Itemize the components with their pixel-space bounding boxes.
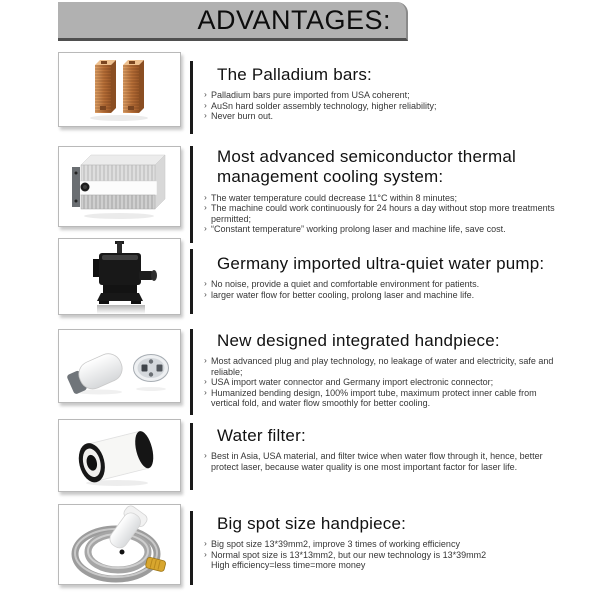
- bullet-text: AuSn hard solder assembly technology, higher reliability;: [211, 100, 437, 111]
- bullet-marker: ›: [204, 288, 207, 299]
- bullet-text: “Constant temperature” working prolong laser and machine life, save cost.: [211, 224, 506, 235]
- bullet-item: [204, 560, 560, 571]
- bullet-item: [204, 279, 560, 290]
- bullet-text: Most advanced plug and play technology, no leakage of water and electricity, safe and reliable;: [211, 356, 554, 377]
- product-image-box: [58, 504, 181, 585]
- separator-line: [190, 146, 193, 243]
- separator-line: [190, 423, 193, 490]
- product-image-box: [58, 419, 181, 492]
- separator-line: [190, 511, 193, 585]
- bullet-list: [204, 539, 560, 571]
- bullet-marker: ›: [204, 538, 207, 549]
- bullet-item: [204, 377, 560, 388]
- bullet-item: [204, 193, 560, 204]
- bullet-text: High efficiency=less time=more money: [211, 560, 366, 571]
- separator-line: [190, 329, 193, 415]
- separator-line: [190, 249, 193, 314]
- bullet-item: [204, 101, 560, 112]
- bullet-text: Normal spot size is 13*13mm2, but our new technology is 13*39mm2: [211, 549, 487, 560]
- cooling-system-image: [59, 147, 180, 226]
- bullet-list: [204, 356, 560, 409]
- water-filter-image: [59, 420, 180, 491]
- page-title: ADVANTAGES:: [197, 4, 391, 35]
- bullet-marker: ›: [204, 548, 207, 559]
- palladium-bars-image: [59, 53, 180, 126]
- bullet-marker: ›: [204, 89, 207, 100]
- bullet-marker: ›: [204, 450, 207, 461]
- bullet-text: Best in Asia, USA material, and filter twice when water flow through it, hence, better protect laser, because water quality is one most important factor for laser life.: [211, 451, 543, 472]
- bullet-list: [204, 451, 560, 472]
- bullet-list: [204, 90, 560, 122]
- section-title: Germany imported ultra-quiet water pump:: [217, 254, 545, 273]
- bullet-text: larger water flow for better cooling, prolong laser and machine life.: [211, 289, 475, 300]
- bullet-text: Never burn out.: [211, 111, 274, 122]
- section-title: Most advanced semiconductor thermal management cooling system:: [217, 147, 516, 187]
- bullet-item: [204, 203, 560, 224]
- bullet-text: USA import water connector and Germany import electronic connector;: [211, 377, 494, 388]
- bullet-marker: ›: [204, 278, 207, 289]
- handpiece-connector-image: [59, 330, 180, 402]
- bullet-item: [204, 550, 560, 561]
- bullet-marker: ›: [204, 355, 207, 366]
- bullet-item: [204, 356, 560, 377]
- section-title: New designed integrated handpiece:: [217, 331, 500, 350]
- product-image-box: [58, 238, 181, 315]
- advantages-header: [58, 2, 408, 41]
- bullet-text: Palladium bars pure imported from USA coherent;: [211, 90, 410, 101]
- bullet-item: [204, 539, 560, 550]
- bullet-item: [204, 90, 560, 101]
- spot-handpiece-image: [59, 505, 180, 584]
- section-title: Water filter:: [217, 426, 306, 445]
- bullet-item: [204, 224, 560, 235]
- bullet-item: [204, 111, 560, 122]
- product-image-box: [58, 52, 181, 127]
- bullet-marker: ›: [204, 99, 207, 110]
- product-image-box: [58, 146, 181, 227]
- water-pump-image: [59, 239, 180, 314]
- bullet-item: [204, 451, 560, 472]
- bullet-marker: ›: [204, 191, 207, 202]
- bullet-marker: ›: [204, 110, 207, 121]
- bullet-item: [204, 290, 560, 301]
- bullet-list: [204, 193, 560, 235]
- bullet-text: The machine could work continuously for 24 hours a day without stop more treatments permitted;: [211, 203, 555, 224]
- bullet-marker: ›: [204, 202, 207, 213]
- bullet-marker: ›: [204, 386, 207, 397]
- separator-line: [190, 61, 193, 134]
- bullet-text: No noise, provide a quiet and comfortable environment for patients.: [211, 279, 480, 290]
- bullet-list: [204, 279, 560, 300]
- bullet-item: [204, 388, 560, 409]
- bullet-marker: ›: [204, 223, 207, 234]
- bullet-marker: ›: [204, 376, 207, 387]
- bullet-text: Big spot size 13*39mm2, improve 3 times of working efficiency: [211, 539, 460, 550]
- bullet-text: The water temperature could decrease 11°C within 8 minutes;: [211, 192, 458, 203]
- section-title: Big spot size handpiece:: [217, 514, 407, 533]
- product-image-box: [58, 329, 181, 403]
- section-title: The Palladium bars:: [217, 65, 372, 84]
- bullet-text: Humanized bending design, 100% import tube, maximum protect inner cable from vertical fold, and water flow smoothly for better cooling.: [211, 387, 537, 409]
